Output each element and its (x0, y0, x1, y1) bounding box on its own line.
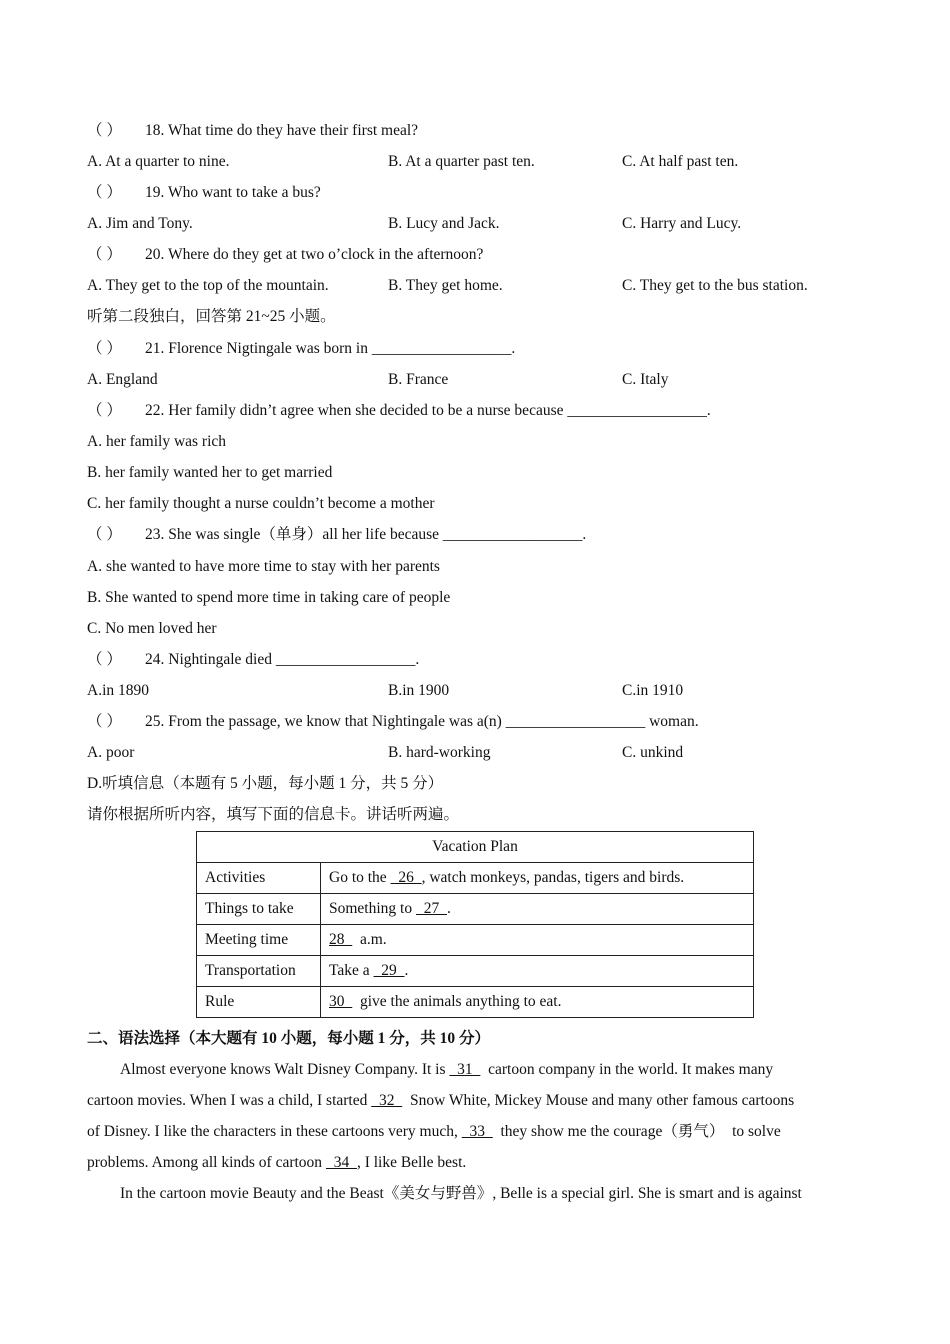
question-stem: 18. What time do they have their first meal? (145, 122, 419, 139)
passage-line (87, 1122, 864, 1142)
row-value (321, 925, 754, 956)
answer-paren: （ ） (87, 402, 122, 419)
option-b: B. She wanted to spend more time in taking care of people (87, 589, 451, 606)
option-a: A. They get to the top of the mountain. (87, 277, 329, 294)
option-c: C. They get to the bus station. (622, 277, 808, 294)
question-18 (87, 121, 418, 141)
value-text: Take a (329, 962, 374, 979)
blank-31: 31 (449, 1061, 481, 1078)
passage-text: of Disney. I like the characters in these cartoons very much, (87, 1123, 462, 1140)
answer-paren: （ ） (87, 184, 122, 201)
answer-paren: （ ） (87, 713, 122, 730)
option-b: B. Lucy and Jack. (388, 215, 500, 232)
question-25 (87, 712, 699, 732)
option-a: A. Jim and Tony. (87, 215, 193, 232)
row-label: Rule (197, 987, 321, 1018)
blank-26: 26 (390, 869, 422, 886)
option-c: C. At half past ten. (622, 153, 739, 170)
passage-line: In the cartoon movie Beauty and the Beast《美女与野兽》, Belle is a special girl. She is smart and is against (120, 1185, 802, 1202)
answer-paren: （ ） (87, 340, 122, 357)
option-a: A. she wanted to have more time to stay with her parents (87, 558, 440, 575)
passage-text: Snow White, Mickey Mouse and many other famous cartoons (402, 1092, 795, 1109)
answer-paren: （ ） (87, 122, 122, 139)
question-24 (87, 650, 419, 670)
option-a: A.in 1890 (87, 682, 149, 699)
option-a: A. her family was rich (87, 433, 227, 450)
passage-line (87, 1060, 864, 1080)
question-19 (87, 183, 321, 203)
question-stem: 22. Her family didn’t agree when she decided to be a nurse because __________________. (145, 402, 711, 419)
table-row (197, 863, 754, 894)
table-row (197, 987, 754, 1018)
question-22 (87, 401, 711, 421)
option-b: B. They get home. (388, 277, 503, 294)
answer-paren: （ ） (87, 651, 122, 668)
table-title: Vacation Plan (197, 832, 754, 863)
grammar-section-title: 二、语法选择（本大题有 10 小题，每小题 1 分，共 10 分） (87, 1030, 491, 1047)
question-stem: 25. From the passage, we know that Nightingale was a(n) __________________ woman. (145, 713, 699, 730)
passage-text: they show me the courage（勇气） to solve (492, 1123, 781, 1140)
option-b: B. her family wanted her to get married (87, 464, 333, 481)
option-a: A. England (87, 371, 158, 388)
passage-text: cartoon movies. When I was a child, I started (87, 1092, 372, 1109)
value-text: Go to the (329, 869, 391, 886)
blank-27: 27 (415, 900, 447, 917)
row-label: Things to take (197, 894, 321, 925)
question-23 (87, 525, 586, 545)
value-text: . (404, 962, 409, 979)
row-value (321, 863, 754, 894)
question-stem: 24. Nightingale died __________________. (145, 651, 420, 668)
table-row (197, 894, 754, 925)
option-c: C. No men loved her (87, 620, 217, 637)
question-stem: 23. She was single（单身）all her life because __________________. (145, 526, 587, 543)
option-c: C. Italy (622, 371, 669, 388)
table-row (197, 956, 754, 987)
row-value (321, 894, 754, 925)
row-label: Transportation (197, 956, 321, 987)
blank-28: 28 (329, 931, 353, 948)
value-text: a.m. (352, 931, 387, 948)
value-text: , watch monkeys, pandas, tigers and birds. (421, 869, 685, 886)
section-d-title: D.听填信息（本题有 5 小题，每小题 1 分，共 5 分） (87, 775, 444, 792)
table-header-row (197, 832, 754, 863)
blank-33: 33 (461, 1123, 493, 1140)
option-a: A. poor (87, 744, 135, 761)
passage-text: Almost everyone knows Walt Disney Company. It is (120, 1061, 450, 1078)
question-21 (87, 339, 515, 359)
row-label: Activities (197, 863, 321, 894)
row-value (321, 987, 754, 1018)
option-c: C. unkind (622, 744, 684, 761)
value-text: give the animals anything to eat. (352, 993, 562, 1010)
value-text: Something to (329, 900, 416, 917)
table-row (197, 925, 754, 956)
option-a: A. At a quarter to nine. (87, 153, 230, 170)
option-b: B. hard-working (388, 744, 491, 761)
option-b: B. France (388, 371, 449, 388)
passage-text: cartoon company in the world. It makes many (480, 1061, 774, 1078)
passage-line (87, 1153, 864, 1173)
blank-32: 32 (371, 1092, 403, 1109)
answer-paren: （ ） (87, 526, 122, 543)
passage-text: problems. Among all kinds of cartoon (87, 1154, 326, 1171)
blank-29: 29 (373, 962, 405, 979)
blank-34: 34 (325, 1154, 357, 1171)
option-b: B.in 1900 (388, 682, 450, 699)
option-c: C. her family thought a nurse couldn’t become a mother (87, 495, 435, 512)
question-stem: 20. Where do they get at two o’clock in the afternoon? (145, 246, 484, 263)
blank-30: 30 (329, 993, 353, 1010)
section-d-instruction: 请你根据所听内容，填写下面的信息卡。讲话听两遍。 (87, 806, 460, 823)
question-stem: 21. Florence Nigtingale was born in __________________. (145, 340, 516, 357)
option-b: B. At a quarter past ten. (388, 153, 535, 170)
question-20 (87, 245, 483, 265)
option-c: C. Harry and Lucy. (622, 215, 742, 232)
value-text: . (446, 900, 451, 917)
row-label: Meeting time (197, 925, 321, 956)
section-instruction: 听第二段独白，回答第 21~25 小题。 (87, 308, 336, 325)
option-c: C.in 1910 (622, 682, 684, 699)
passage-text: , I like Belle best. (356, 1154, 467, 1171)
row-value (321, 956, 754, 987)
answer-paren: （ ） (87, 246, 122, 263)
passage-line (87, 1091, 864, 1111)
vacation-plan-table (196, 831, 754, 1018)
question-stem: 19. Who want to take a bus? (145, 184, 321, 201)
